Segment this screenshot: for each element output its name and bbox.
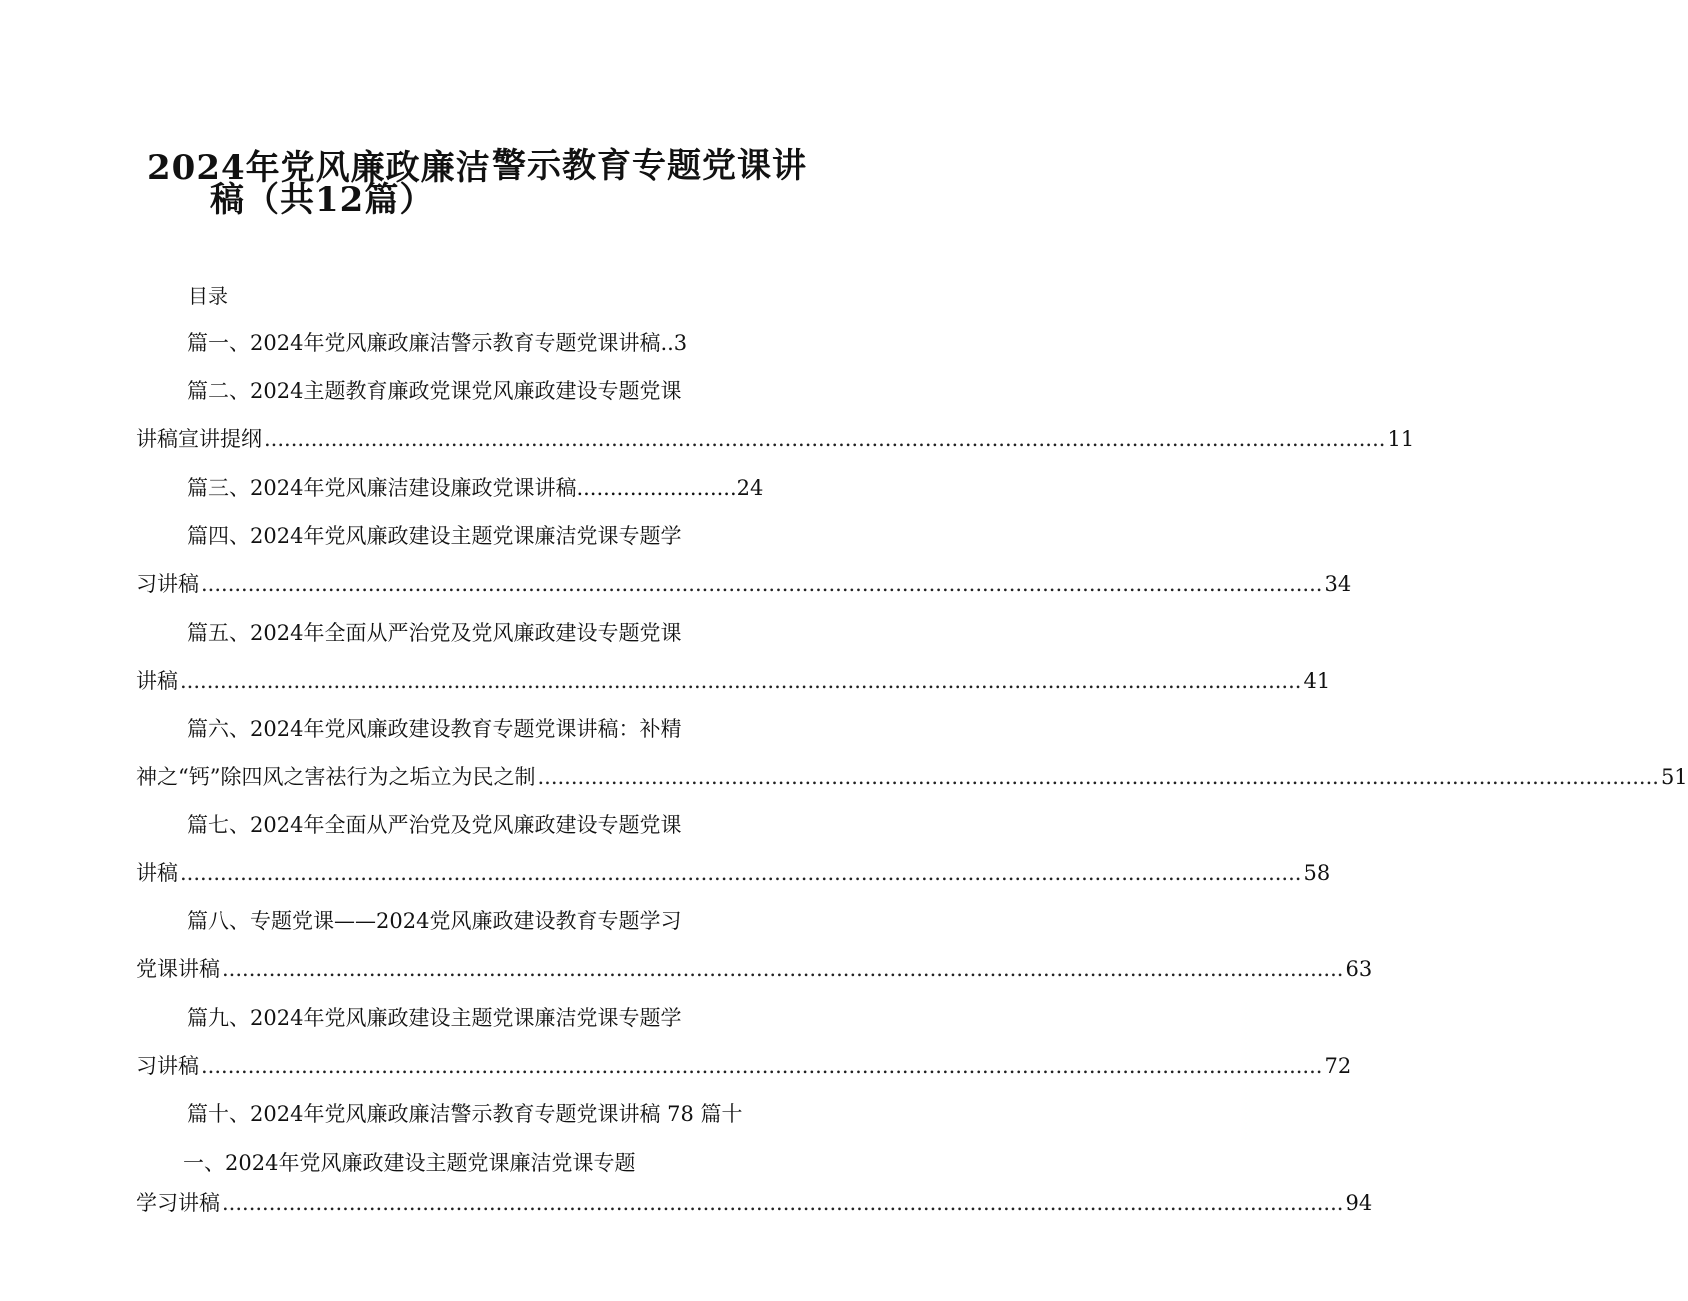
- title-part-b: 警示教育专题党课讲: [492, 146, 807, 186]
- toc-entry-text: 神之“钙”除四风之害祛行为之垢立为民之制: [136, 765, 536, 789]
- toc-entry-text: 讲稿: [136, 669, 178, 693]
- toc-page-number: 34: [1324, 572, 1352, 596]
- toc-entry-6[interactable]: 篇六、2024年党风廉政建设教育专题党课讲稿：补精: [187, 717, 682, 741]
- toc-entry-6-cont[interactable]: [136, 762, 1688, 792]
- toc-entry-text: 讲稿: [136, 861, 178, 885]
- toc-entry-9-cont[interactable]: [136, 1051, 1352, 1081]
- toc-entry-5-cont[interactable]: [136, 666, 1331, 696]
- toc-entry-text: 习讲稿: [136, 572, 199, 596]
- toc-entry-2[interactable]: 篇二、2024主题教育廉政党课党风廉政建设专题党课: [187, 379, 682, 403]
- toc-page-number: 72: [1324, 1054, 1352, 1078]
- leader-dots: ........................................................................................................................................................................: [201, 1054, 1323, 1078]
- toc-entry-1[interactable]: 篇一、2024年党风廉政廉洁警示教育专题党课讲稿..3: [187, 331, 688, 355]
- toc-entry-11-cont[interactable]: [136, 1188, 1373, 1218]
- toc-entry-8-cont[interactable]: [136, 954, 1373, 984]
- toc-entry-text: 习讲稿: [136, 1054, 199, 1078]
- toc-page-number: 11: [1387, 427, 1415, 451]
- toc-page-number: 63: [1345, 957, 1373, 981]
- leader-dots: ........................................................................................................................................................................: [222, 957, 1344, 981]
- toc-page-number: 51: [1660, 765, 1688, 789]
- toc-entry-8[interactable]: 篇八、专题党课——2024党风廉政建设教育专题学习: [187, 909, 682, 933]
- leader-dots: ........................................................................................................................................................................: [537, 765, 1659, 789]
- toc-page-number: 58: [1303, 861, 1331, 885]
- toc-entry-11[interactable]: 一、2024年党风廉政建设主题党课廉洁党课专题: [183, 1151, 636, 1175]
- toc-entry-5[interactable]: 篇五、2024年全面从严治党及党风廉政建设专题党课: [187, 621, 682, 645]
- document-title-line1-end: [492, 144, 807, 188]
- title-part-a: 2024年党风廉政廉洁: [147, 148, 491, 188]
- toc-entry-text: 讲稿宣讲提纲: [136, 427, 262, 451]
- toc-entry-text: 学习讲稿: [136, 1191, 220, 1215]
- toc-entry-9[interactable]: 篇九、2024年党风廉政建设主题党课廉洁党课专题学: [187, 1006, 682, 1030]
- leader-dots: ........................................................................................................................................................................: [222, 1191, 1344, 1215]
- toc-page-number: 94: [1345, 1191, 1373, 1215]
- leader-dots: ........................................................................................................................................................................: [264, 427, 1386, 451]
- document-title-line2: 稿（共12篇）: [210, 180, 435, 220]
- toc-page-number: 41: [1303, 669, 1331, 693]
- toc-entry-7[interactable]: 篇七、2024年全面从严治党及党风廉政建设专题党课: [187, 813, 682, 837]
- toc-entry-7-cont[interactable]: [136, 858, 1331, 888]
- toc-entry-3[interactable]: 篇三、2024年党风廉洁建设廉政党课讲稿........................24: [187, 476, 764, 500]
- toc-entry-2-cont[interactable]: [136, 424, 1415, 454]
- leader-dots: ........................................................................................................................................................................: [180, 861, 1302, 885]
- leader-dots: ........................................................................................................................................................................: [180, 669, 1302, 693]
- toc-entry-4[interactable]: 篇四、2024年党风廉政建设主题党课廉洁党课专题学: [187, 524, 682, 548]
- toc-entry-10[interactable]: 篇十、2024年党风廉政廉洁警示教育专题党课讲稿 78 篇十: [187, 1102, 743, 1126]
- leader-dots: ........................................................................................................................................................................: [201, 572, 1323, 596]
- toc-entry-text: 党课讲稿: [136, 957, 220, 981]
- toc-entry-4-cont[interactable]: [136, 569, 1352, 599]
- toc-heading: 目录: [188, 284, 228, 308]
